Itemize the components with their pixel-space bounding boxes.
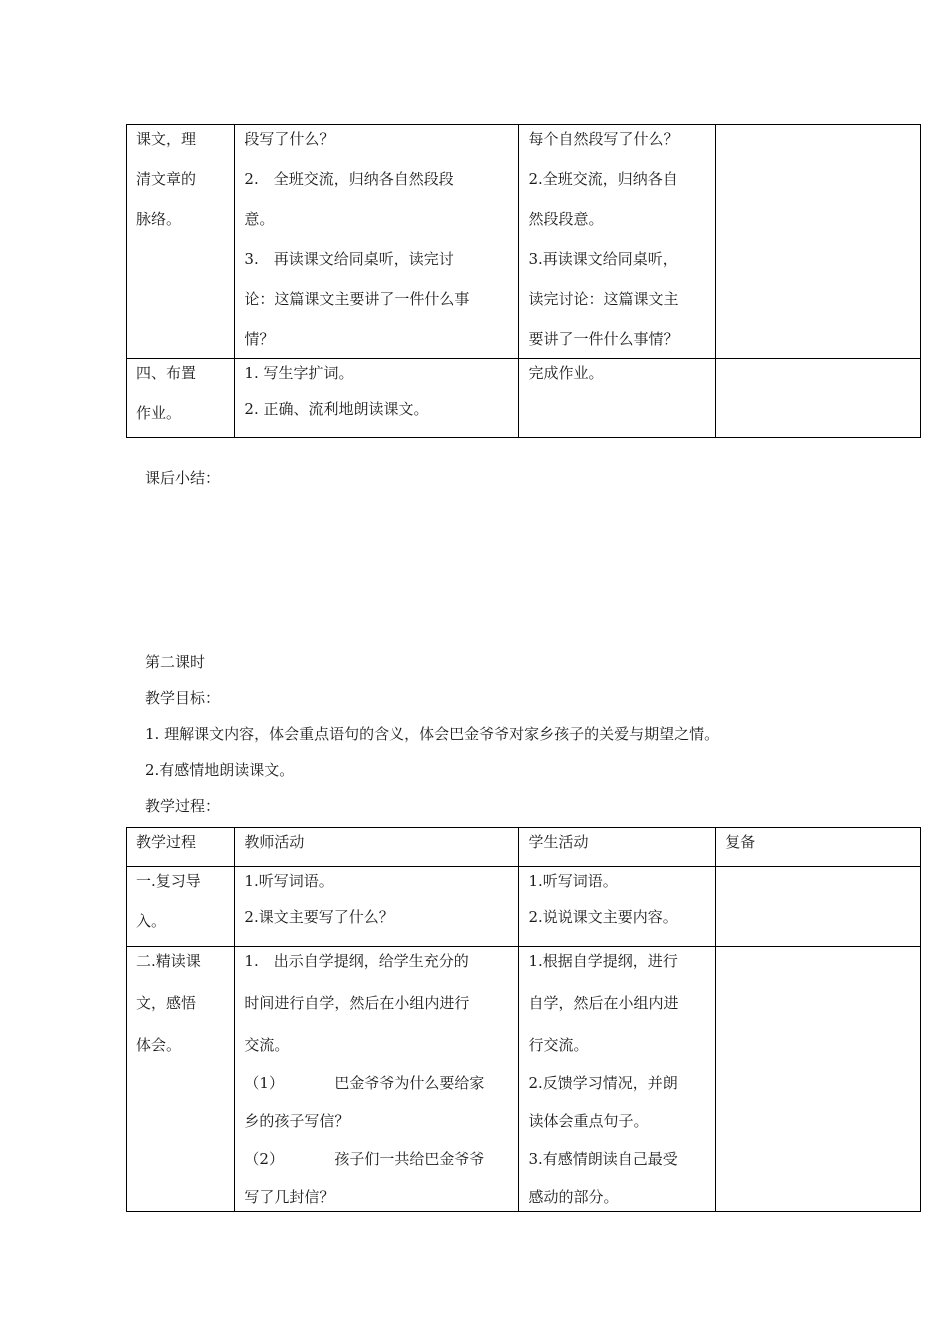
teacher-activity-cell xyxy=(235,125,519,359)
cell-text: 2.课文主要写了什么？ xyxy=(244,908,394,926)
cell-text: 一.复习导 xyxy=(136,872,201,890)
cell-text: 1. 出示自学提纲，给学生充分的 xyxy=(244,952,469,970)
cell-text: 写了几封信？ xyxy=(244,1188,335,1206)
lesson-table-continued xyxy=(126,124,921,438)
student-activity-cell xyxy=(519,867,716,947)
goals-heading: 教学目标： xyxy=(145,689,221,707)
teacher-activity-cell xyxy=(235,947,519,1212)
cell-text: 四、布置 xyxy=(136,364,197,382)
cell-text: 入。 xyxy=(136,912,167,930)
cell-text: 2.全班交流，归纳各自 xyxy=(528,170,678,188)
notes-cell xyxy=(716,359,921,438)
student-activity-cell xyxy=(519,947,716,1212)
cell-text: 2.反馈学习情况，并朗 xyxy=(528,1074,678,1092)
header-text: 教师活动 xyxy=(244,833,305,851)
column-header xyxy=(235,828,519,867)
table-row xyxy=(127,947,921,1212)
notes-cell xyxy=(716,867,921,947)
cell-text: 1.听写词语。 xyxy=(528,872,618,890)
cell-text: 自学，然后在小组内进 xyxy=(528,994,679,1012)
stage-cell xyxy=(127,947,235,1212)
stage-cell xyxy=(127,359,235,438)
cell-text: 1.听写词语。 xyxy=(244,872,334,890)
header-text: 教学过程 xyxy=(136,833,197,851)
process-heading: 教学过程： xyxy=(145,797,221,815)
column-header xyxy=(519,828,716,867)
notes-cell xyxy=(716,125,921,359)
cell-text: 情？ xyxy=(244,330,275,348)
lesson-title: 第二课时 xyxy=(145,653,206,671)
cell-text: 2.说说课文主要内容。 xyxy=(528,908,678,926)
cell-text: 2. 正确、流利地朗读课文。 xyxy=(244,400,429,418)
cell-text: 二.精读课 xyxy=(136,952,201,970)
stage-cell xyxy=(127,125,235,359)
stage-cell xyxy=(127,867,235,947)
lesson-process-table xyxy=(126,827,921,1212)
cell-text: 1. 写生字扩词。 xyxy=(244,364,354,382)
cell-text: 乡的孩子写信？ xyxy=(244,1112,350,1130)
cell-text: 每个自然段写了什么？ xyxy=(528,130,679,148)
cell-text xyxy=(244,1073,509,1111)
header-text: 复备 xyxy=(725,833,756,851)
teacher-activity-cell xyxy=(235,359,519,438)
cell-text: 交流。 xyxy=(244,1036,290,1054)
sub-item-number: （1） xyxy=(244,1074,284,1092)
cell-text: 文，感悟 xyxy=(136,994,197,1012)
student-activity-cell xyxy=(519,125,716,359)
cell-text: 1.根据自学提纲，进行 xyxy=(528,952,678,970)
cell-text: 然段段意。 xyxy=(528,210,604,228)
cell-text: 段写了什么？ xyxy=(244,130,335,148)
cell-text: 体会。 xyxy=(136,1036,182,1054)
cell-text: 2. 全班交流，归纳各自然段段 xyxy=(244,170,454,188)
student-activity-cell xyxy=(519,359,716,438)
table-header-row xyxy=(127,828,921,867)
table-row xyxy=(127,359,921,438)
table-row xyxy=(127,125,921,359)
cell-text: 行交流。 xyxy=(528,1036,589,1054)
cell-text xyxy=(244,1149,509,1187)
column-header xyxy=(716,828,921,867)
column-header xyxy=(127,828,235,867)
notes-cell xyxy=(716,947,921,1212)
sub-item-text: 孩子们一共给巴金爷爷 xyxy=(334,1150,485,1168)
table-row xyxy=(127,867,921,947)
cell-text: 时间进行自学，然后在小组内进行 xyxy=(244,994,470,1012)
cell-text: 3. 再读课文给同桌听，读完讨 xyxy=(244,250,454,268)
sub-item-text: 巴金爷爷为什么要给家 xyxy=(334,1074,485,1092)
cell-text: 感动的部分。 xyxy=(528,1188,619,1206)
sub-item-number: （2） xyxy=(244,1150,284,1168)
cell-text: 读体会重点句子。 xyxy=(528,1112,649,1130)
cell-text: 意。 xyxy=(244,210,275,228)
teacher-activity-cell xyxy=(235,867,519,947)
cell-text: 论：这篇课文主要讲了一件什么事 xyxy=(244,290,470,308)
cell-text: 读完讨论：这篇课文主 xyxy=(528,290,679,308)
cell-text: 完成作业。 xyxy=(528,364,604,382)
cell-text: 脉络。 xyxy=(136,210,182,228)
goal-item: 2.有感情地朗读课文。 xyxy=(145,761,295,779)
cell-text: 3.有感情朗读自己最受 xyxy=(528,1150,678,1168)
header-text: 学生活动 xyxy=(528,833,589,851)
cell-text: 要讲了一件什么事情？ xyxy=(528,330,679,348)
cell-text: 作业。 xyxy=(136,404,182,422)
cell-text: 课文，理 xyxy=(136,130,197,148)
cell-text: 3.再读课文给同桌听， xyxy=(528,250,678,268)
cell-text: 清文章的 xyxy=(136,170,197,188)
goal-item: 1. 理解课文内容，体会重点语句的含义，体会巴金爷爷对家乡孩子的关爱与期望之情。 xyxy=(145,725,720,743)
after-class-summary: 课后小结： xyxy=(145,469,221,487)
